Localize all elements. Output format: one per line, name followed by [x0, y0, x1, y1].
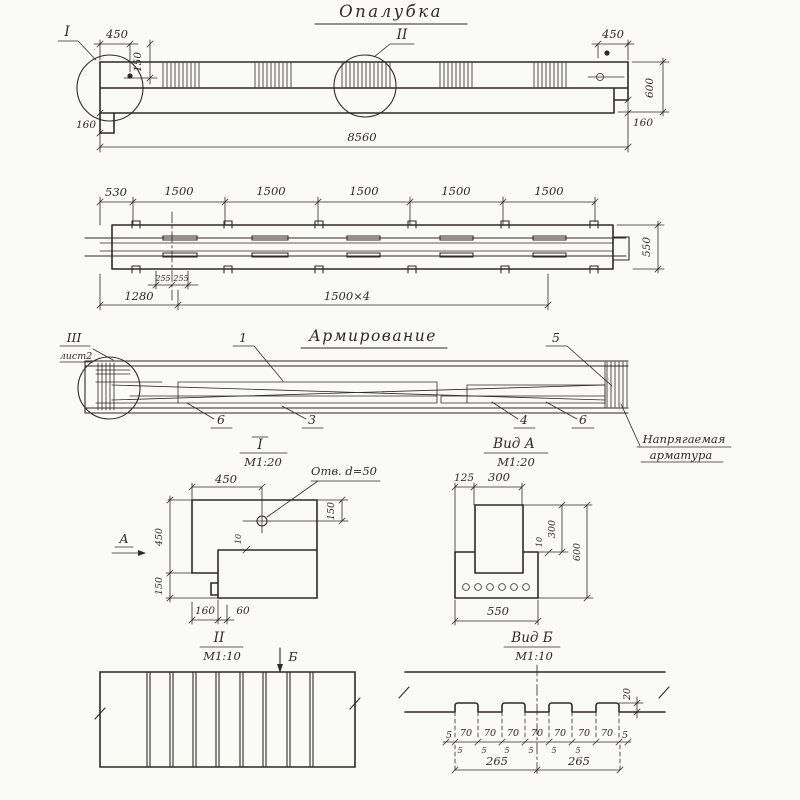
- formwork-title: Опалубка: [339, 2, 443, 21]
- dim-450-right-lines: [592, 40, 634, 60]
- view-A-arrowhead: [138, 550, 146, 556]
- callout-6b: 6: [579, 412, 587, 427]
- reinforcement-view: [60, 327, 731, 462]
- lifting-point-right: [604, 50, 609, 55]
- view-A-title: Вид А: [493, 436, 535, 452]
- view-A-dim-10: 10: [535, 536, 544, 548]
- plan-dim-1500-4: 1500: [441, 184, 471, 198]
- view-A-top-dim-lines: [452, 483, 525, 552]
- formwork-rib-hatching: [163, 63, 566, 87]
- view-A-dim-300-top: 300: [488, 470, 510, 484]
- formwork-elevation: [58, 2, 669, 152]
- sheet-ref: лист2: [59, 351, 93, 362]
- view-B-seg-7: 70: [600, 728, 614, 739]
- view-B-265-dim-line: [452, 767, 623, 773]
- view-A-600-lines: [538, 502, 593, 601]
- view-B-seg-0: 5: [445, 730, 453, 741]
- view-B-sub-0: 5: [457, 746, 463, 755]
- section-II-break-marks: [95, 698, 360, 719]
- plan-dim-1500x4: 1500×4: [323, 289, 371, 303]
- detail-I-drawing: [112, 464, 380, 624]
- view-B-seg-6: 70: [577, 728, 591, 739]
- plan-plates: [163, 236, 566, 257]
- plan-dim-1500-1: 1500: [164, 184, 194, 198]
- callout-3: 3: [308, 412, 316, 427]
- section-II-drawing: [95, 630, 360, 767]
- callout-6a-leader: [187, 403, 232, 428]
- detail-II-leader: [374, 44, 414, 57]
- view-B-drawing: [399, 630, 669, 776]
- dim-160-right-ticks: [625, 97, 631, 152]
- dim-10-step: 10: [234, 533, 243, 545]
- callout-1-leader: [233, 346, 283, 381]
- view-A-dim-600: 600: [572, 542, 583, 562]
- view-A-dim-125: 125: [453, 472, 475, 484]
- detail-I-leader: [58, 41, 96, 60]
- plan-dim-1500-3: 1500: [349, 184, 379, 198]
- callout-4: 4: [520, 412, 528, 427]
- plan-clip-tabs: [132, 221, 598, 273]
- detail-mark-II: II: [396, 27, 408, 43]
- dim-600: 600: [644, 77, 656, 99]
- view-B-sub-5: 5: [575, 746, 581, 755]
- view-B-sub-2: 5: [504, 746, 510, 755]
- view-B-dim-265-a: 265: [486, 754, 508, 768]
- view-A-strand-holes: [463, 584, 530, 591]
- view-A-drawing: [452, 470, 593, 625]
- view-B-sub-3: 5: [528, 746, 534, 755]
- plan-dim-255-a: 255: [155, 274, 171, 283]
- view-B-seg-4: 70: [530, 728, 544, 739]
- view-B-seg-1: 70: [459, 728, 473, 739]
- hole-note-leader: [267, 481, 380, 517]
- view-A-dim-550: 550: [487, 604, 509, 618]
- view-B-dim-20: 20: [622, 687, 633, 701]
- section-II-ribs: [147, 672, 313, 767]
- callout-4-leader: [492, 402, 535, 428]
- prestress-note-line2: арматура: [649, 448, 713, 462]
- callout-3-leader: [282, 406, 323, 428]
- dim-160-left: 160: [75, 119, 97, 131]
- plan-dim-550: 550: [641, 236, 653, 258]
- plan-dim-1280: 1280: [124, 289, 154, 303]
- view-A-arrow-label: А: [119, 531, 129, 546]
- dim-160-right: 160: [632, 117, 654, 129]
- prestress-note-line1: Напрягаемая: [642, 432, 726, 446]
- plan-dim-255-b: 255: [173, 274, 189, 283]
- section-I-mark: I: [257, 437, 263, 453]
- plan-dim-530: 530: [105, 185, 127, 199]
- view-B-seg-3: 70: [506, 728, 520, 739]
- reinf-diagonal-bars: [112, 385, 605, 400]
- view-B-265-ext-lines: [455, 745, 620, 773]
- reinf-right-end-bars: [605, 362, 627, 408]
- lifting-point-left: [127, 73, 132, 78]
- view-B-title: Вид Б: [511, 630, 553, 646]
- section-titles: [240, 436, 548, 469]
- dim-150: 150: [132, 51, 144, 73]
- callout-5: 5: [552, 330, 560, 345]
- view-B-profile: [405, 703, 665, 712]
- view-B-sub-4: 5: [551, 746, 557, 755]
- view-A-dim-300-right: 300: [547, 519, 558, 539]
- detail-mark-III: III: [66, 330, 82, 345]
- section-II-mark: II: [213, 630, 225, 646]
- dim-150-left: 150: [154, 576, 165, 596]
- view-B-sub-1: 5: [481, 746, 487, 755]
- section-II-outline: [100, 672, 355, 767]
- reinforcement-title: Армирование: [309, 327, 437, 345]
- dim-450-left: 450: [106, 27, 128, 41]
- view-B-arrow-label: Б: [288, 649, 298, 664]
- view-B-seg-2: 70: [483, 728, 497, 739]
- dim-450-right: 450: [602, 27, 624, 41]
- detail-I-outline: [192, 500, 317, 598]
- section-I-mark-rules: [240, 437, 287, 453]
- plan-dim-1500-2: 1500: [256, 184, 286, 198]
- view-A-dim-10-tick: [545, 549, 552, 556]
- dim-450-top: 450: [215, 472, 237, 486]
- callout-6a: 6: [217, 412, 225, 427]
- section-II-scale: М1:10: [203, 649, 241, 663]
- detail-II-circle: [334, 55, 396, 117]
- view-B-scale: М1:10: [515, 649, 553, 663]
- view-A-arrow-line: [112, 547, 138, 553]
- dim-150-right: 150: [326, 501, 337, 521]
- view-A-scale: М1:20: [497, 455, 535, 469]
- dim-160: 160: [194, 605, 216, 617]
- view-B-seg-8: 5: [621, 730, 629, 741]
- detail-mark-I: I: [64, 24, 70, 40]
- dim-450-left: 450: [154, 527, 165, 547]
- plan-dim-1500-5: 1500: [534, 184, 564, 198]
- section-I-scale: М1:20: [244, 455, 282, 469]
- callout-1: 1: [239, 330, 247, 345]
- plan-outline: [112, 225, 613, 269]
- view-B-dim-265-b: 265: [568, 754, 590, 768]
- formwork-plan: [85, 184, 664, 310]
- view-B-seg-5: 70: [553, 728, 567, 739]
- plan-center-rails: [100, 243, 613, 251]
- hole-note: Отв. d=50: [311, 464, 377, 478]
- dim-60: 60: [236, 605, 250, 617]
- dim-8560: 8560: [347, 130, 377, 144]
